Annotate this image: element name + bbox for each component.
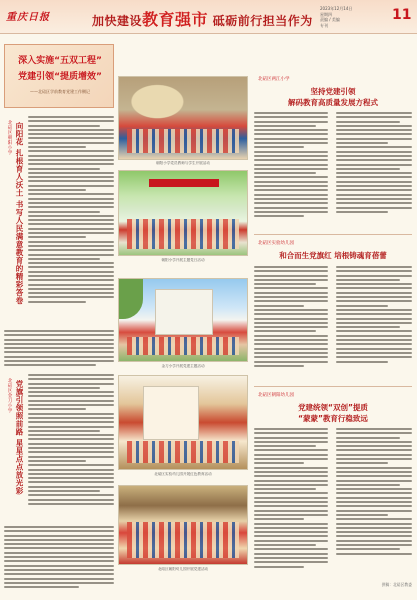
article-body-continued: [4, 526, 114, 596]
photo-classroom-activity: [118, 278, 248, 362]
section-banner: [4, 44, 114, 108]
divider: [254, 234, 412, 235]
article-title-line-2: 解码教育高质量发展方程式: [288, 98, 378, 107]
article-body: [254, 112, 328, 230]
photo-caption: 金刀小学开展党建主题活动: [161, 364, 205, 368]
article-title-line-1: 坚持党建引领: [310, 87, 356, 96]
article-title-line-2: “蒙蒙”教育行稳致远: [298, 414, 368, 423]
article-body: [336, 112, 412, 230]
article-source: 供稿：北碚区教委: [381, 582, 412, 587]
article-title: 和合而生党旗红 培根铸魂育蓓蕾: [279, 251, 387, 260]
divider: [254, 386, 412, 387]
photo-kindergarten-group: [118, 485, 248, 565]
article-body: [28, 374, 114, 522]
page-number: 11: [392, 7, 412, 23]
banner-line-1: 深入实施“五双工程”: [18, 56, 102, 66]
article-body: [254, 428, 328, 588]
article-body: [254, 266, 328, 382]
page-headline: [92, 7, 313, 30]
newspaper-logo: 重庆日报: [6, 12, 50, 23]
photo-caption: 北碚区实验幼儿园开展红色教育活动: [154, 472, 212, 476]
issue-section: 专刊: [320, 22, 328, 28]
issue-meta: [320, 6, 352, 28]
article-body: [28, 116, 114, 326]
article-body: [336, 266, 412, 382]
photo-party-day: [118, 170, 248, 256]
photo-kindergarten-red-education: [118, 375, 248, 470]
photo-caption: 北碚区朝阳幼儿园开展党建活动: [157, 567, 209, 571]
banner-subtitle: ——北碚区学前教育党建工作侧记: [30, 89, 90, 94]
article-school-tag: 北碚区朝阳幼儿园: [258, 393, 294, 398]
banner-line-2: 党建引领“提质增效”: [18, 72, 102, 82]
photo-caption: 朝阳小学党员教师与学生开展活动: [156, 161, 210, 165]
photo-caption: 朝阳小学开展主题党日活动: [161, 258, 205, 262]
issue-editor: 责编 / 美编: [320, 17, 340, 22]
issue-weekday: 星期四: [320, 11, 332, 17]
article-body-continued: [4, 330, 114, 370]
article-school-tag: 北碚区朝阳小学: [7, 120, 12, 155]
article-title-line-1: 党建统领“双创”提质: [298, 403, 368, 412]
article-school-tag: 北碚区实验幼儿园: [258, 241, 294, 246]
headline-highlight: 教育强市: [142, 10, 209, 29]
masthead: [0, 0, 417, 34]
article-title: 党旗引领照前路 星星点点放光彩: [15, 380, 24, 496]
article-school-tag: 北碚区金刀小学: [7, 378, 12, 413]
issue-date: 2023年12月14日: [320, 6, 353, 11]
article-title: 向阳花 扎根育人沃土 书写人民满意教育的精彩答卷: [15, 122, 24, 305]
headline-part1: 加快建设: [92, 14, 143, 28]
photo-students-teachers: [118, 76, 248, 160]
headline-part2: 砥砺前行担当作为: [208, 14, 313, 28]
article-school-tag: 北碚区两江小学: [258, 77, 290, 82]
article-body: [336, 428, 412, 576]
